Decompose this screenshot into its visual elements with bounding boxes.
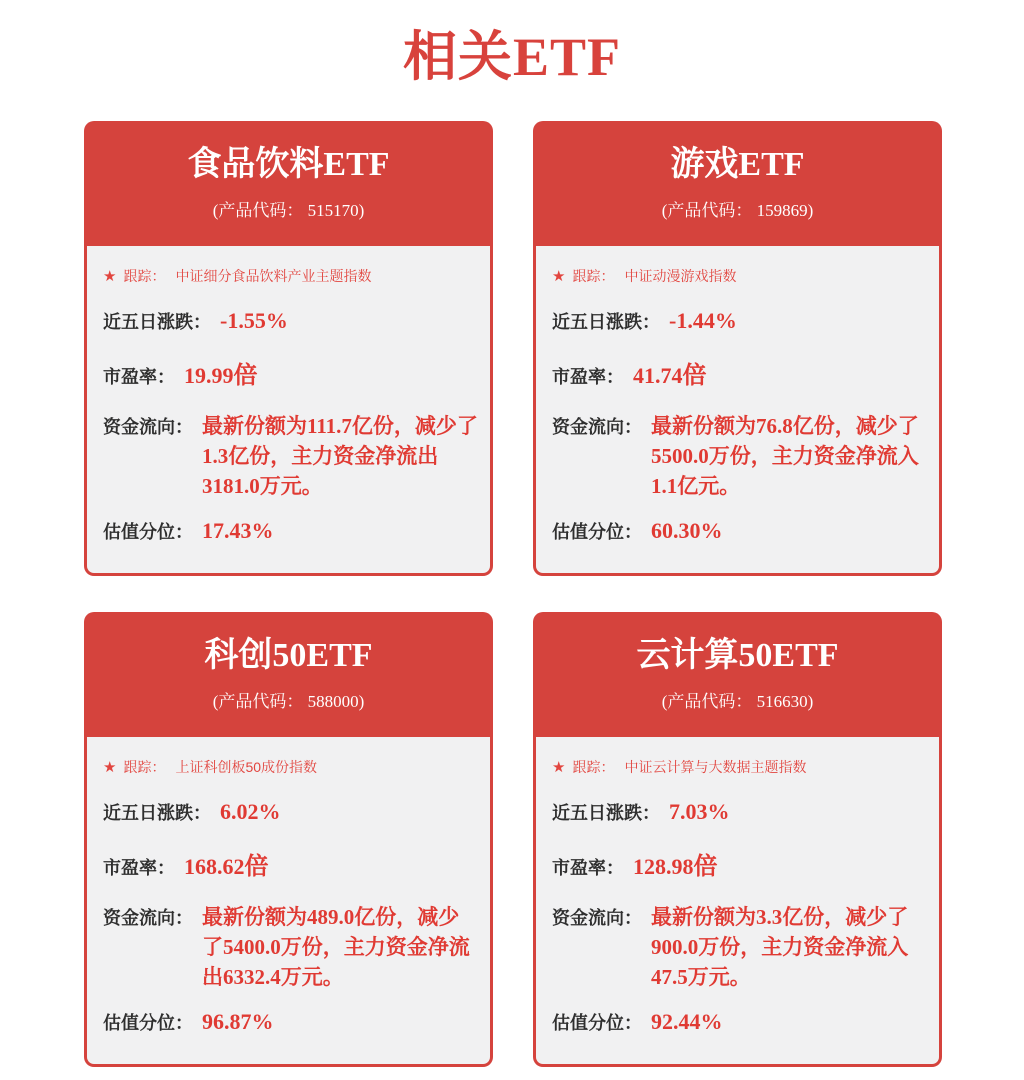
- flow-value: 最新份额为489.0亿份，减少了5400.0万份，主力资金净流出6332.4万元。: [202, 905, 470, 990]
- track-index: 中证动漫游戏指数: [624, 268, 737, 284]
- etf-name: 游戏ETF: [670, 146, 805, 184]
- valuation-row: [103, 1009, 478, 1035]
- etf-product-code: (产品代码： 515170): [212, 200, 365, 220]
- five-day-row: [552, 799, 927, 825]
- five-day-label: 近五日涨跌：: [552, 312, 660, 332]
- pe-label: 市盈率：: [552, 367, 624, 387]
- star-icon: ★: [103, 267, 117, 285]
- five-day-row: [103, 799, 478, 825]
- card-body: [533, 737, 942, 1067]
- page-title: 相关ETF: [402, 27, 622, 87]
- etf-card-cloud50: [533, 612, 942, 1067]
- card-header: [533, 121, 942, 246]
- card-header: [84, 121, 493, 246]
- valuation-label: 估值分位：: [103, 1012, 193, 1033]
- five-day-value: 6.02%: [220, 799, 281, 824]
- etf-card-star50: [84, 612, 493, 1067]
- valuation-value: 92.44%: [651, 1008, 723, 1034]
- pe-value: [633, 846, 718, 881]
- valuation-label: 估值分位：: [103, 521, 193, 542]
- pe-label: 市盈率：: [552, 858, 624, 878]
- pe-value: [184, 846, 269, 881]
- etf-product-code: (产品代码： 159869): [661, 200, 814, 220]
- pe-unit: 倍: [233, 362, 258, 389]
- valuation-row: [103, 518, 478, 544]
- etf-name: 科创50ETF: [204, 637, 373, 675]
- five-day-value: -1.55%: [220, 308, 288, 333]
- five-day-label: 近五日涨跌：: [103, 803, 211, 823]
- five-day-value: -1.44%: [669, 308, 737, 333]
- pe-unit: 倍: [682, 362, 707, 389]
- track-row: [552, 266, 927, 286]
- etf-card-grid: [84, 121, 1024, 1067]
- pe-unit: 倍: [244, 853, 269, 880]
- valuation-value: 60.30%: [651, 517, 723, 543]
- pe-label: 市盈率：: [103, 367, 175, 387]
- card-header: [84, 612, 493, 737]
- track-row: [103, 757, 478, 777]
- star-icon: ★: [552, 758, 566, 776]
- five-day-value: 7.03%: [669, 799, 730, 824]
- star-icon: ★: [103, 758, 117, 776]
- flow-value: 最新份额为76.8亿份，减少了5500.0万份，主力资金净流入1.1亿元。: [651, 414, 919, 499]
- five-day-label: 近五日涨跌：: [103, 312, 211, 332]
- flow-row: [552, 902, 927, 993]
- flow-label: 资金流向：: [552, 908, 642, 928]
- pe-unit: 倍: [693, 853, 718, 880]
- pe-row: [552, 355, 927, 390]
- five-day-label: 近五日涨跌：: [552, 803, 660, 823]
- five-day-row: [552, 308, 927, 334]
- etf-name: 云计算50ETF: [636, 637, 839, 675]
- pe-row: [103, 846, 478, 881]
- track-label: 跟踪：: [572, 268, 615, 284]
- valuation-value: 96.87%: [202, 1008, 274, 1034]
- valuation-value: 17.43%: [202, 517, 274, 543]
- track-label: 跟踪：: [123, 268, 166, 284]
- track-index: 中证细分食品饮料产业主题指数: [175, 268, 372, 284]
- pe-row: [103, 355, 478, 390]
- flow-row: [552, 411, 927, 502]
- valuation-row: [552, 1009, 927, 1035]
- pe-number: 128.98: [633, 854, 694, 879]
- etf-name: 食品饮料ETF: [187, 146, 390, 184]
- track-row: [552, 757, 927, 777]
- flow-label: 资金流向：: [552, 417, 642, 437]
- pe-value: [633, 355, 707, 390]
- pe-row: [552, 846, 927, 881]
- pe-number: 19.99: [184, 363, 234, 388]
- valuation-row: [552, 518, 927, 544]
- star-icon: ★: [552, 267, 566, 285]
- etf-product-code: (产品代码： 588000): [212, 691, 365, 711]
- card-body: [84, 246, 493, 576]
- flow-value: 最新份额为111.7亿份，减少了1.3亿份，主力资金净流出3181.0万元。: [202, 414, 478, 499]
- etf-product-code: (产品代码： 516630): [661, 691, 814, 711]
- track-index: 中证云计算与大数据主题指数: [624, 759, 807, 775]
- track-row: [103, 266, 478, 286]
- five-day-row: [103, 308, 478, 334]
- card-body: [84, 737, 493, 1067]
- flow-row: [103, 411, 478, 502]
- flow-label: 资金流向：: [103, 908, 193, 928]
- track-label: 跟踪：: [123, 759, 166, 775]
- valuation-label: 估值分位：: [552, 1012, 642, 1033]
- track-label: 跟踪：: [572, 759, 615, 775]
- pe-number: 41.74: [633, 363, 683, 388]
- track-index: 上证科创板50成份指数: [175, 759, 318, 775]
- card-body: [533, 246, 942, 576]
- card-header: [533, 612, 942, 737]
- flow-label: 资金流向：: [103, 417, 193, 437]
- pe-value: [184, 355, 258, 390]
- pe-number: 168.62: [184, 854, 245, 879]
- etf-card-game: [533, 121, 942, 576]
- pe-label: 市盈率：: [103, 858, 175, 878]
- flow-row: [103, 902, 478, 993]
- etf-card-food-beverage: [84, 121, 493, 576]
- valuation-label: 估值分位：: [552, 521, 642, 542]
- flow-value: 最新份额为3.3亿份，减少了900.0万份，主力资金净流入47.5万元。: [651, 905, 909, 990]
